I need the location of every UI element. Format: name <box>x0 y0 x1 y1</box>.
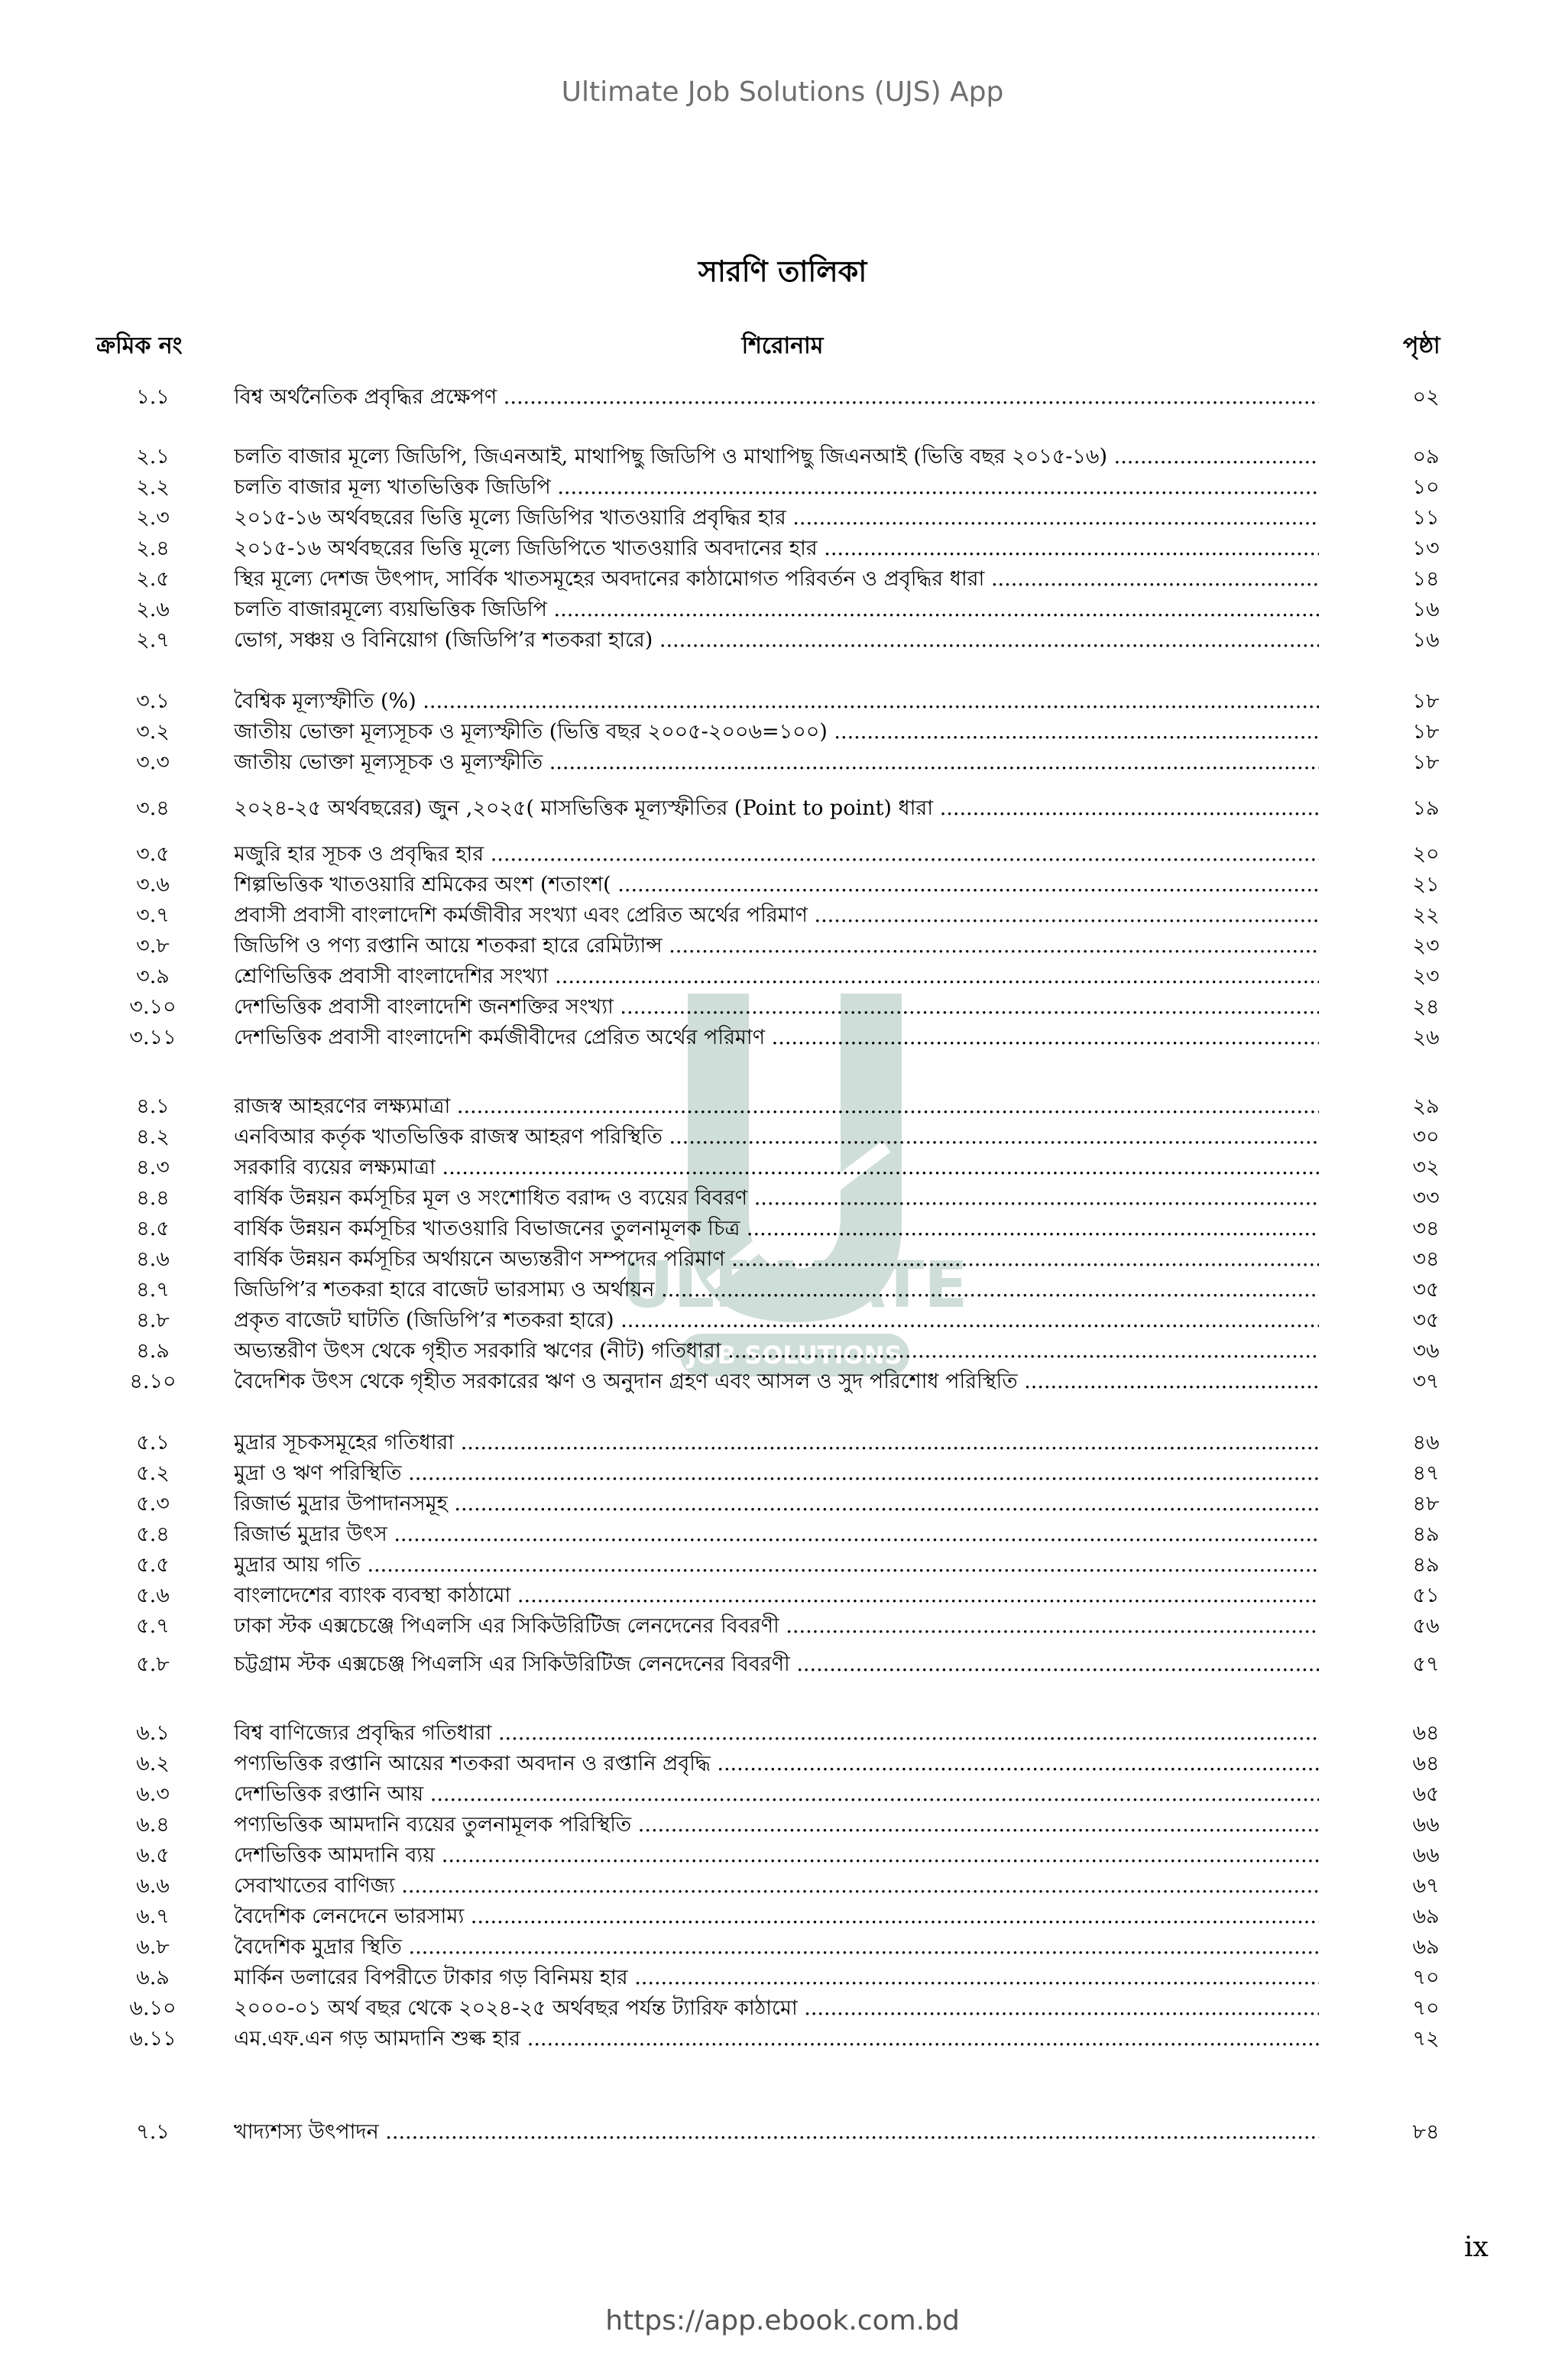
toc-row <box>0 1214 1565 1244</box>
toc-row-title: বৈদেশিক লেনদেনে ভারসাম্য ..... <box>234 1902 1319 1932</box>
toc-row-page: ২০ <box>1412 842 1440 866</box>
toc-row-title: জাতীয় ভোক্তা মূল্যসূচক ও মূল্যস্ফীতি ..... <box>234 747 1319 778</box>
toc-row <box>0 503 1565 533</box>
toc-row-serial: ৪.৩ <box>136 1156 170 1179</box>
toc-row-page: ৩৬ <box>1412 1339 1440 1363</box>
toc-row-serial: ৫.১ <box>136 1431 170 1454</box>
toc-row <box>0 1963 1565 1993</box>
toc-row <box>0 625 1565 656</box>
toc-row-page: ২৪ <box>1412 995 1440 1019</box>
toc-row-page: ০২ <box>1412 385 1440 409</box>
toc-row-serial: ৩.১১ <box>129 1026 177 1049</box>
toc-row-title: মজুরি হার সূচক ও প্রবৃদ্ধির হার ..... <box>234 839 1319 870</box>
toc-row-serial: ৩.৮ <box>136 934 170 958</box>
column-header-title: শিরোনাম <box>741 332 824 359</box>
toc-row-page: ৬৫ <box>1412 1782 1440 1806</box>
toc-row-title: ২০১৫-১৬ অর্থবছরের ভিত্তি মূল্যে জিডিপিতে খাতওয়ারি অবদানের হার ..... <box>234 533 1319 564</box>
toc-row-title: ভোগ, সঞ্চয় ও বিনিয়োগ (জিডিপি’র শতকরা হারে) ..... <box>234 625 1319 656</box>
toc-row-serial: ৬.৪ <box>136 1813 170 1837</box>
toc-row <box>0 1902 1565 1932</box>
toc-row-serial: ২.৩ <box>136 506 170 530</box>
toc-row <box>0 1305 1565 1336</box>
toc-row-title: বৈশ্বিক মূল্যস্ফীতি (%) ..... <box>234 686 1319 717</box>
toc-row-page: ৬৯ <box>1412 1905 1440 1928</box>
toc-row-serial: ৬.৩ <box>136 1782 170 1806</box>
toc-row <box>0 793 1565 824</box>
toc-row-title: চলতি বাজারমূল্যে ব্যয়ভিত্তিক জিডিপি ..... <box>234 595 1319 625</box>
toc-row <box>0 1810 1565 1840</box>
toc-row <box>0 1611 1565 1642</box>
toc-row-serial: ৫.৬ <box>136 1584 170 1607</box>
toc-row <box>0 1779 1565 1810</box>
toc-row-title: বার্ষিক উন্নয়ন কর্মসূচির খাতওয়ারি বিভাজনের তুলনামূলক চিত্র ..... <box>234 1214 1319 1244</box>
toc-row <box>0 1336 1565 1367</box>
toc-row-page: ১১ <box>1412 506 1440 530</box>
toc-row-serial: ৫.৮ <box>136 1652 170 1676</box>
toc-row <box>0 1122 1565 1153</box>
toc-row-title: খাদ্যশস্য উৎপাদন ..... <box>234 2117 1319 2148</box>
toc-row-title: চলতি বাজার মূল্যে জিডিপি, জিএনআই, মাথাপিছু জিডিপি ও মাথাপিছু জিএনআই (ভিত্তি বছর ২০১৫-১৬) ..... <box>234 442 1319 472</box>
toc-row-serial: ৪.৮ <box>136 1308 170 1332</box>
toc-row-title: চট্টগ্রাম স্টক এক্সচেঞ্জ পিএলসি এর সিকিউরিটিজ লেনদেনের বিবরণী ..... <box>234 1649 1319 1680</box>
toc-row <box>0 747 1565 778</box>
toc-row-title: বার্ষিক উন্নয়ন কর্মসূচির মূল ও সংশোধিত বরাদ্দ ও ব্যয়ের বিবরণ ..... <box>234 1183 1319 1214</box>
toc-row-title: মুদ্রা ও ঋণ পরিস্থিতি ..... <box>234 1458 1319 1489</box>
toc-row-title: মুদ্রার আয় গতি ..... <box>234 1550 1319 1581</box>
toc-row-serial: ৬.২ <box>136 1752 170 1775</box>
toc-row-serial: ২.৫ <box>136 567 170 591</box>
toc-row-page: ১৮ <box>1412 689 1440 713</box>
toc-row-serial: ২.৭ <box>136 628 170 652</box>
toc-row-page: ১৮ <box>1412 720 1440 744</box>
toc-row-serial: ৩.৩ <box>136 751 170 774</box>
toc-row <box>0 900 1565 931</box>
toc-row-page: ২২ <box>1412 903 1440 927</box>
toc-row-title: দেশভিত্তিক রপ্তানি আয় ..... <box>234 1779 1319 1810</box>
toc-row <box>0 382 1565 413</box>
toc-row-serial: ৪.১ <box>136 1094 170 1118</box>
toc-row <box>0 1153 1565 1183</box>
toc-row <box>0 1550 1565 1581</box>
toc-row-title: চলতি বাজার মূল্য খাতভিত্তিক জিডিপি ..... <box>234 472 1319 503</box>
toc-row <box>0 717 1565 747</box>
toc-row <box>0 595 1565 625</box>
toc-row-page: ৬৭ <box>1412 1874 1440 1898</box>
toc-row-title: পণ্যভিত্তিক রপ্তানি আয়ের শতকরা অবদান ও রপ্তানি প্রবৃদ্ধি ..... <box>234 1749 1319 1779</box>
toc-row-title: বৈদেশিক মুদ্রার স্থিতি ..... <box>234 1932 1319 1963</box>
toc-row-page: ৪৯ <box>1412 1553 1440 1577</box>
toc-row-page: ৬৪ <box>1412 1752 1440 1775</box>
toc-row <box>0 1183 1565 1214</box>
toc-row-serial: ৪.৭ <box>136 1278 170 1302</box>
toc-row-serial: ৬.১ <box>136 1721 170 1745</box>
toc-row-page: ১৬ <box>1412 628 1440 652</box>
toc-row-page: ৩৭ <box>1412 1370 1440 1393</box>
toc-row <box>0 564 1565 595</box>
toc-row-page: ৬৬ <box>1412 1843 1440 1867</box>
toc-row-title: অভ্যন্তরীণ উৎস থেকে গৃহীত সরকারি ঋণের (নীট) গতিধারা ..... <box>234 1336 1319 1367</box>
toc-row <box>0 1932 1565 1963</box>
toc-row <box>0 1023 1565 1053</box>
toc-row-page: ৪৮ <box>1412 1492 1440 1516</box>
toc-row-serial: ৩.৭ <box>136 903 170 927</box>
toc-row-page: ৩৪ <box>1412 1247 1440 1271</box>
toc-row-serial: ২.৪ <box>136 537 170 560</box>
toc-row-serial: ৩.৯ <box>136 965 170 988</box>
toc-row-serial: ২.১ <box>136 445 170 469</box>
toc-row-page: ৪৯ <box>1412 1522 1440 1546</box>
toc-row-page: ২৩ <box>1412 965 1440 988</box>
toc-row-serial: ৬.১০ <box>129 1996 177 2020</box>
toc-row-page: ৫৬ <box>1412 1614 1440 1638</box>
toc-row-title: জিডিপি’র শতকরা হারে বাজেট ভারসাম্য ও অর্থায়ন ..... <box>234 1275 1319 1305</box>
toc-row-page: ২৬ <box>1412 1026 1440 1049</box>
toc-row-page: ৩২ <box>1412 1156 1440 1179</box>
toc-row-serial: ৬.৯ <box>136 1966 170 1989</box>
toc-row-page: ১০ <box>1412 475 1440 499</box>
toc-row <box>0 1718 1565 1749</box>
toc-row-serial: ৬.৭ <box>136 1905 170 1928</box>
toc-row <box>0 533 1565 564</box>
toc-row-title: বিশ্ব বাণিজ্যের প্রবৃদ্ধির গতিধারা ..... <box>234 1718 1319 1749</box>
toc-row-serial: ৩.৪ <box>136 796 170 820</box>
toc-row-title: রাজস্ব আহরণের লক্ষ্যমাত্রা ..... <box>234 1091 1319 1122</box>
toc-row-serial: ২.২ <box>136 475 170 499</box>
toc-row <box>0 1993 1565 2024</box>
toc-row-page: ১৪ <box>1412 567 1440 591</box>
toc-row <box>0 1871 1565 1902</box>
toc-row-page: ২৯ <box>1412 1094 1440 1118</box>
toc-row-page: ৮৪ <box>1412 2120 1440 2144</box>
toc-row-serial: ৫.৭ <box>136 1614 170 1638</box>
toc-row <box>0 870 1565 900</box>
toc-row-title: ঢাকা স্টক এক্সচেঞ্জে পিএলসি এর সিকিউরিটিজ লেনদেনের বিবরণী ..... <box>234 1611 1319 1642</box>
toc-row-page: ৪৬ <box>1412 1431 1440 1454</box>
toc-row-serial: ৬.৫ <box>136 1843 170 1867</box>
page-number: ix <box>1464 2232 1489 2263</box>
toc-row-title: মার্কিন ডলারের বিপরীতে টাকার গড় বিনিময় হার ..... <box>234 1963 1319 1993</box>
toc-row-title: শিল্পভিত্তিক খাতওয়ারি শ্রমিকের অংশ (শতাংশ( ..... <box>234 870 1319 900</box>
toc-row-title: বৈদেশিক উৎস থেকে গৃহীত সরকারের ঋণ ও অনুদান গ্রহণ এবং আসল ও সুদ পরিশোধ পরিস্থিতি ..... <box>234 1367 1319 1397</box>
toc-row-page: ২৩ <box>1412 934 1440 958</box>
toc-row-page: ৬৬ <box>1412 1813 1440 1837</box>
toc-row <box>0 1275 1565 1305</box>
toc-row-serial: ১.১ <box>136 385 170 409</box>
toc-row <box>0 1458 1565 1489</box>
toc-row-page: ৭০ <box>1412 1966 1440 1989</box>
toc-row <box>0 1489 1565 1519</box>
toc-row-serial: ৩.৫ <box>136 842 170 866</box>
toc-row-serial: ৬.১১ <box>129 2027 177 2051</box>
watermark-subtitle: JOB SOLUTIONS <box>687 1341 902 1370</box>
toc-row-title: জাতীয় ভোক্তা মূল্যসূচক ও মূল্যস্ফীতি (ভিত্তি বছর ২০০৫-২০০৬=১০০) ..... <box>234 717 1319 747</box>
toc-row-page: ০৯ <box>1412 445 1440 469</box>
toc-row <box>0 1581 1565 1611</box>
toc-row-serial: ৪.৪ <box>136 1186 170 1210</box>
toc-row-serial: ৪.২ <box>136 1125 170 1149</box>
toc-row-title: বাংলাদেশের ব্যাংক ব্যবস্থা কাঠামো ..... <box>234 1581 1319 1611</box>
app-header: Ultimate Job Solutions (UJS) App <box>561 76 1004 108</box>
column-header-page: পৃষ্ঠা <box>1403 332 1440 359</box>
toc-row-page: ৬৪ <box>1412 1721 1440 1745</box>
toc-row <box>0 1649 1565 1680</box>
toc-row-serial: ৪.৫ <box>136 1217 170 1240</box>
toc-row-title: বার্ষিক উন্নয়ন কর্মসূচির অর্থায়নে অভ্যন্তরীণ সম্পদের পরিমাণ ..... <box>234 1244 1319 1275</box>
toc-row <box>0 1091 1565 1122</box>
toc-row-page: ৩৫ <box>1412 1278 1440 1302</box>
toc-row-title: এনবিআর কর্তৃক খাতভিত্তিক রাজস্ব আহরণ পরিস্থিতি ..... <box>234 1122 1319 1153</box>
toc-row-page: ৩০ <box>1412 1125 1440 1149</box>
toc-row-title: ২০১৫-১৬ অর্থবছরের ভিত্তি মূল্যে জিডিপির খাতওয়ারি প্রবৃদ্ধির হার ..... <box>234 503 1319 533</box>
toc-row-title: এম.এফ.এন গড় আমদানি শুল্ক হার ..... <box>234 2024 1319 2054</box>
toc-row <box>0 961 1565 992</box>
toc-row-serial: ৫.৫ <box>136 1553 170 1577</box>
toc-row <box>0 686 1565 717</box>
watermark-title: ULTIMATE <box>621 1247 968 1322</box>
toc-row <box>0 1367 1565 1397</box>
toc-row <box>0 2024 1565 2054</box>
toc-row <box>0 1428 1565 1458</box>
toc-row-page: ৪৭ <box>1412 1461 1440 1485</box>
toc-row-page: ৩৩ <box>1412 1186 1440 1210</box>
toc-row-title: সরকারি ব্যয়ের লক্ষ্যমাত্রা ..... <box>234 1153 1319 1183</box>
toc-row <box>0 2117 1565 2148</box>
toc-row-page: ১৮ <box>1412 751 1440 774</box>
toc-row-serial: ৬.৬ <box>136 1874 170 1898</box>
toc-row-serial: ৪.১০ <box>129 1370 177 1393</box>
toc-row-serial: ৬.৮ <box>136 1935 170 1959</box>
toc-row-serial: ৪.৯ <box>136 1339 170 1363</box>
toc-row <box>0 839 1565 870</box>
toc-row <box>0 1519 1565 1550</box>
toc-row-title: সেবাখাতের বাণিজ্য ..... <box>234 1871 1319 1902</box>
page-title: সারণি তালিকা <box>698 254 867 288</box>
toc-row-title: শ্রেণিভিত্তিক প্রবাসী বাংলাদেশির সংখ্যা ..... <box>234 961 1319 992</box>
toc-row-title: দেশভিত্তিক প্রবাসী বাংলাদেশি কর্মজীবীদের প্রেরিত অর্থের পরিমাণ ..... <box>234 1023 1319 1053</box>
toc-row-page: ৩৫ <box>1412 1308 1440 1332</box>
app-footer-url[interactable]: https://app.ebook.com.bd <box>605 2305 960 2336</box>
toc-row <box>0 1840 1565 1871</box>
column-header-serial: ক্রমিক নং <box>96 332 183 359</box>
toc-row-title: প্রবাসী প্রবাসী বাংলাদেশি কর্মজীবীর সংখ্যা এবং প্রেরিত অর্থের পরিমাণ ..... <box>234 900 1319 931</box>
toc-row-title: মুদ্রার সূচকসমূহের গতিধারা ..... <box>234 1428 1319 1458</box>
toc-row-serial: ৩.১ <box>136 689 170 713</box>
toc-row-title: পণ্যভিত্তিক আমদানি ব্যয়ের তুলনামূলক পরিস্থিতি ..... <box>234 1810 1319 1840</box>
toc-row-page: ৭২ <box>1412 2027 1440 2051</box>
toc-row-serial: ৭.১ <box>136 2120 170 2144</box>
toc-row-serial: ৪.৬ <box>136 1247 170 1271</box>
toc-row-page: ৫১ <box>1412 1584 1440 1607</box>
toc-row-page: ১৯ <box>1412 796 1440 820</box>
toc-row-title: বিশ্ব অর্থনৈতিক প্রবৃদ্ধির প্রক্ষেপণ ..... <box>234 382 1319 413</box>
toc-row <box>0 1244 1565 1275</box>
toc-row-title: স্থির মূল্যে দেশজ উৎপাদ, সার্বিক খাতসমূহের অবদানের কাঠামোগত পরিবর্তন ও প্রবৃদ্ধির ধারা ..... <box>234 564 1319 595</box>
toc-row-title: ২০২৪-২৫ অর্থবছরের) জুন ,২০২৫( মাসভিত্তিক মূল্যস্ফীতির (Point to point) ধারা ..... <box>234 793 1319 824</box>
toc-row-serial: ৩.৬ <box>136 873 170 897</box>
toc-row-title: রিজার্ভ মুদ্রার উৎস ..... <box>234 1519 1319 1550</box>
toc-row-title: জিডিপি ও পণ্য রপ্তানি আয়ে শতকরা হারে রেমিট্যান্স ..... <box>234 931 1319 961</box>
toc-row-title: প্রকৃত বাজেট ঘাটতি (জিডিপি’র শতকরা হারে) ..... <box>234 1305 1319 1336</box>
toc-row-page: ১৩ <box>1412 537 1440 560</box>
toc-row-serial: ৩.১০ <box>129 995 177 1019</box>
toc-row-page: ৭০ <box>1412 1996 1440 2020</box>
toc-row <box>0 472 1565 503</box>
toc-row-serial: ৫.৩ <box>136 1492 170 1516</box>
toc-row-serial: ৫.৪ <box>136 1522 170 1546</box>
toc-row-title: ২০০০-০১ অর্থ বছর থেকে ২০২৪-২৫ অর্থবছর পর্যন্ত ট্যারিফ কাঠামো ..... <box>234 1993 1319 2024</box>
toc-row-serial: ৩.২ <box>136 720 170 744</box>
toc-row-page: ৫৭ <box>1412 1652 1440 1676</box>
toc-row-title: দেশভিত্তিক আমদানি ব্যয় ..... <box>234 1840 1319 1871</box>
toc-row-page: ১৬ <box>1412 598 1440 621</box>
toc-row-title: রিজার্ভ মুদ্রার উপাদানসমূহ ..... <box>234 1489 1319 1519</box>
toc-row-page: ২১ <box>1412 873 1440 897</box>
toc-row-serial: ৫.২ <box>136 1461 170 1485</box>
toc-row-page: ৩৪ <box>1412 1217 1440 1240</box>
toc-row <box>0 992 1565 1023</box>
toc-row <box>0 1749 1565 1779</box>
toc-row-page: ৬৯ <box>1412 1935 1440 1959</box>
toc-row-title: দেশভিত্তিক প্রবাসী বাংলাদেশি জনশক্তির সংখ্যা ..... <box>234 992 1319 1023</box>
toc-row <box>0 931 1565 961</box>
toc-row-serial: ২.৬ <box>136 598 170 621</box>
toc-row <box>0 442 1565 472</box>
